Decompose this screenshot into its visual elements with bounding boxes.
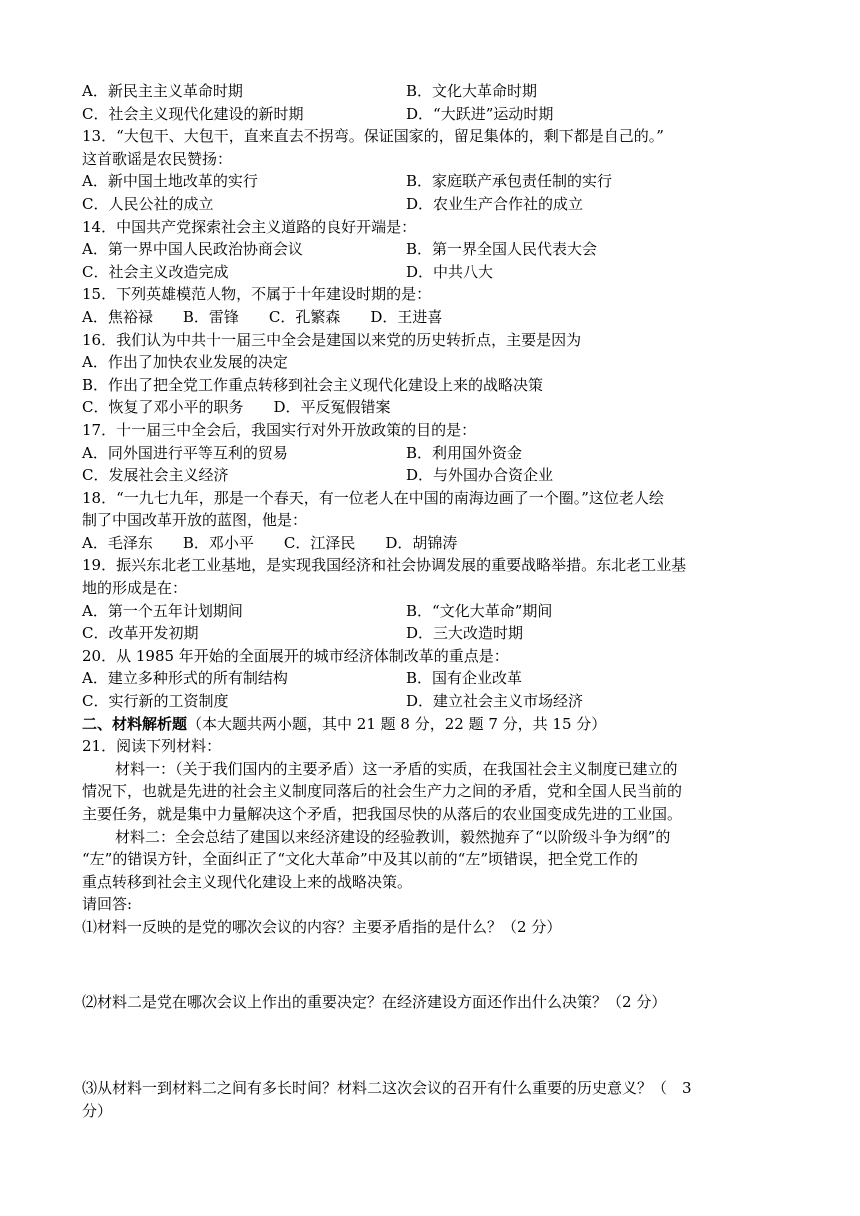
option-c: C．实行新的工资制度 bbox=[82, 692, 229, 711]
answer-space bbox=[82, 1013, 782, 1077]
material-2-line: 重点转移到社会主义现代化建设上来的战略决策。 bbox=[82, 872, 413, 891]
question-18-stem: 18．“一九七九年，那是一个春天，有一位老人在中国的南海边画了一个圈。”这位老人绘 bbox=[82, 488, 664, 507]
answer-space bbox=[82, 939, 782, 991]
option-a: A．同外国进行平等互利的贸易 bbox=[82, 443, 288, 462]
option-b: B．利用国外资金 bbox=[406, 443, 523, 462]
question-18-options: A．毛泽东 B．邓小平 C．江泽民 D．胡锦涛 bbox=[82, 533, 458, 552]
question-14-stem: 14．中国共产党探索社会主义道路的良好开端是： bbox=[82, 217, 417, 236]
material-1-line: 材料一：（关于我们国内的主要矛盾）这一矛盾的实质，在我国社会主义制度已建立的 bbox=[115, 759, 678, 778]
question-21-intro: 21．阅读下列材料： bbox=[82, 737, 222, 756]
option-d: D．“大跃进”运动时期 bbox=[406, 104, 554, 123]
options-row bbox=[82, 622, 782, 645]
option-b: B．文化大革命时期 bbox=[406, 82, 538, 100]
options-row bbox=[82, 80, 782, 103]
options-row bbox=[82, 442, 782, 465]
option-c: C．改革开发初期 bbox=[82, 624, 199, 643]
option-d: D．农业生产合作社的成立 bbox=[406, 194, 584, 213]
options-row bbox=[82, 690, 782, 713]
question-16-stem: 16．我们认为中共十一届三中全会是建国以来党的历史转折点，主要是因为 bbox=[82, 330, 582, 349]
section-note: （本大题共两小题，其中 21 题 8 分，22 题 7 分，共 15 分） bbox=[187, 714, 607, 733]
question-15-stem: 15．下列英雄模范人物，不属于十年建设时期的是： bbox=[82, 285, 432, 304]
option-c: C．社会主义现代化建设的新时期 bbox=[82, 104, 304, 123]
sub-question-1: ⑴材料一反映的是党的哪次会议的内容？主要矛盾指的是什么？（2 分） bbox=[82, 917, 562, 936]
options-row bbox=[82, 667, 782, 690]
options-cd: C．恢复了邓小平的职务 D．平反冤假错案 bbox=[82, 398, 391, 417]
question-13-stem: 13．“大包干、大包干，直来直去不拐弯。保证国家的，留足集体的，剩下都是自己的。” bbox=[82, 127, 664, 146]
option-d: D．三大改造时期 bbox=[406, 624, 524, 643]
question-17-stem: 17．十一届三中全会后，我国实行对外开放政策的目的是： bbox=[82, 420, 477, 439]
option-b: B．第一界全国人民代表大会 bbox=[406, 240, 598, 259]
option-b: B．作出了把全党工作重点转移到社会主义现代化建设上来的战略决策 bbox=[82, 375, 544, 394]
sub-question-2: ⑵材料二是党在哪次会议上作出的重要决定？在经济建设方面还作出什么决策？（2 分） bbox=[82, 992, 667, 1011]
options-row bbox=[82, 170, 782, 193]
option-a: A．新中国土地改革的实行 bbox=[82, 172, 258, 191]
option-d: D．中共八大 bbox=[406, 262, 494, 281]
options-row bbox=[82, 464, 782, 487]
options-row bbox=[82, 600, 782, 623]
sub-question-3-cont: 分） bbox=[82, 1101, 113, 1120]
material-2-line: 材料二：全会总结了建国以来经济建设的经验教训，毅然抛弃了“以阶级斗争为纲”的 bbox=[115, 827, 671, 846]
question-18-stem-cont: 制了中国改革开放的蓝图，他是： bbox=[82, 511, 308, 530]
material-2-line: “左”的错误方针，全面纠正了“文化大革命”中及其以前的“左”顷错误，把全党工作的 bbox=[82, 850, 639, 869]
section-title: 二、材料解析题 bbox=[82, 714, 188, 733]
option-b: B．国有企业改革 bbox=[406, 669, 523, 688]
options-row bbox=[82, 193, 782, 216]
option-a: A．第一界中国人民政治协商会议 bbox=[82, 240, 303, 259]
option-c: C．发展社会主义经济 bbox=[82, 466, 229, 485]
option-b: B．家庭联产承包责任制的实行 bbox=[406, 172, 613, 191]
options-row bbox=[82, 261, 782, 284]
material-1-line: 主要任务，就是集中力量解决这个矛盾，把我国尽快的从落后的农业国变成先进的工业国。 bbox=[82, 805, 683, 823]
option-a: A．新民主主义革命时期 bbox=[82, 82, 243, 100]
option-d: D．与外国办合资企业 bbox=[406, 466, 554, 485]
question-19-stem: 19．振兴东北老工业基地，是实现我国经济和社会协调发展的重要战略举措。东北老工业基 bbox=[82, 556, 687, 575]
exam-page bbox=[82, 80, 782, 1122]
question-15-options: A．焦裕禄 B．雷锋 C．孔繁森 D．王进喜 bbox=[82, 307, 443, 326]
option-a: A．第一个五年计划期间 bbox=[82, 601, 243, 620]
option-d: D．建立社会主义市场经济 bbox=[406, 692, 584, 711]
sub-question-3: ⑶从材料一到材料二之间有多长时间？材料二这次会议的召开有什么重要的历史意义？（ 3 bbox=[82, 1079, 692, 1098]
options-row bbox=[82, 103, 782, 126]
option-a: A．作出了加快农业发展的决定 bbox=[82, 353, 288, 372]
option-b: B．“文化大革命”期间 bbox=[406, 601, 553, 620]
question-20-stem: 20．从 1985 年开始的全面展开的城市经济体制改革的重点是： bbox=[82, 646, 509, 665]
options-row bbox=[82, 238, 782, 261]
section-heading bbox=[82, 713, 782, 736]
material-1-line: 情况下，也就是先进的社会主义制度同落后的社会生产力之间的矛盾，党和全国人民当前的 bbox=[82, 782, 683, 801]
option-c: C．社会主义改造完成 bbox=[82, 262, 229, 281]
option-a: A．建立多种形式的所有制结构 bbox=[82, 669, 288, 688]
answer-prompt: 请回答: bbox=[82, 895, 133, 914]
option-c: C．人民公社的成立 bbox=[82, 194, 214, 213]
question-19-stem-cont: 地的形成是在： bbox=[82, 579, 188, 598]
question-13-stem-cont: 这首歌谣是农民赞扬： bbox=[82, 149, 233, 168]
